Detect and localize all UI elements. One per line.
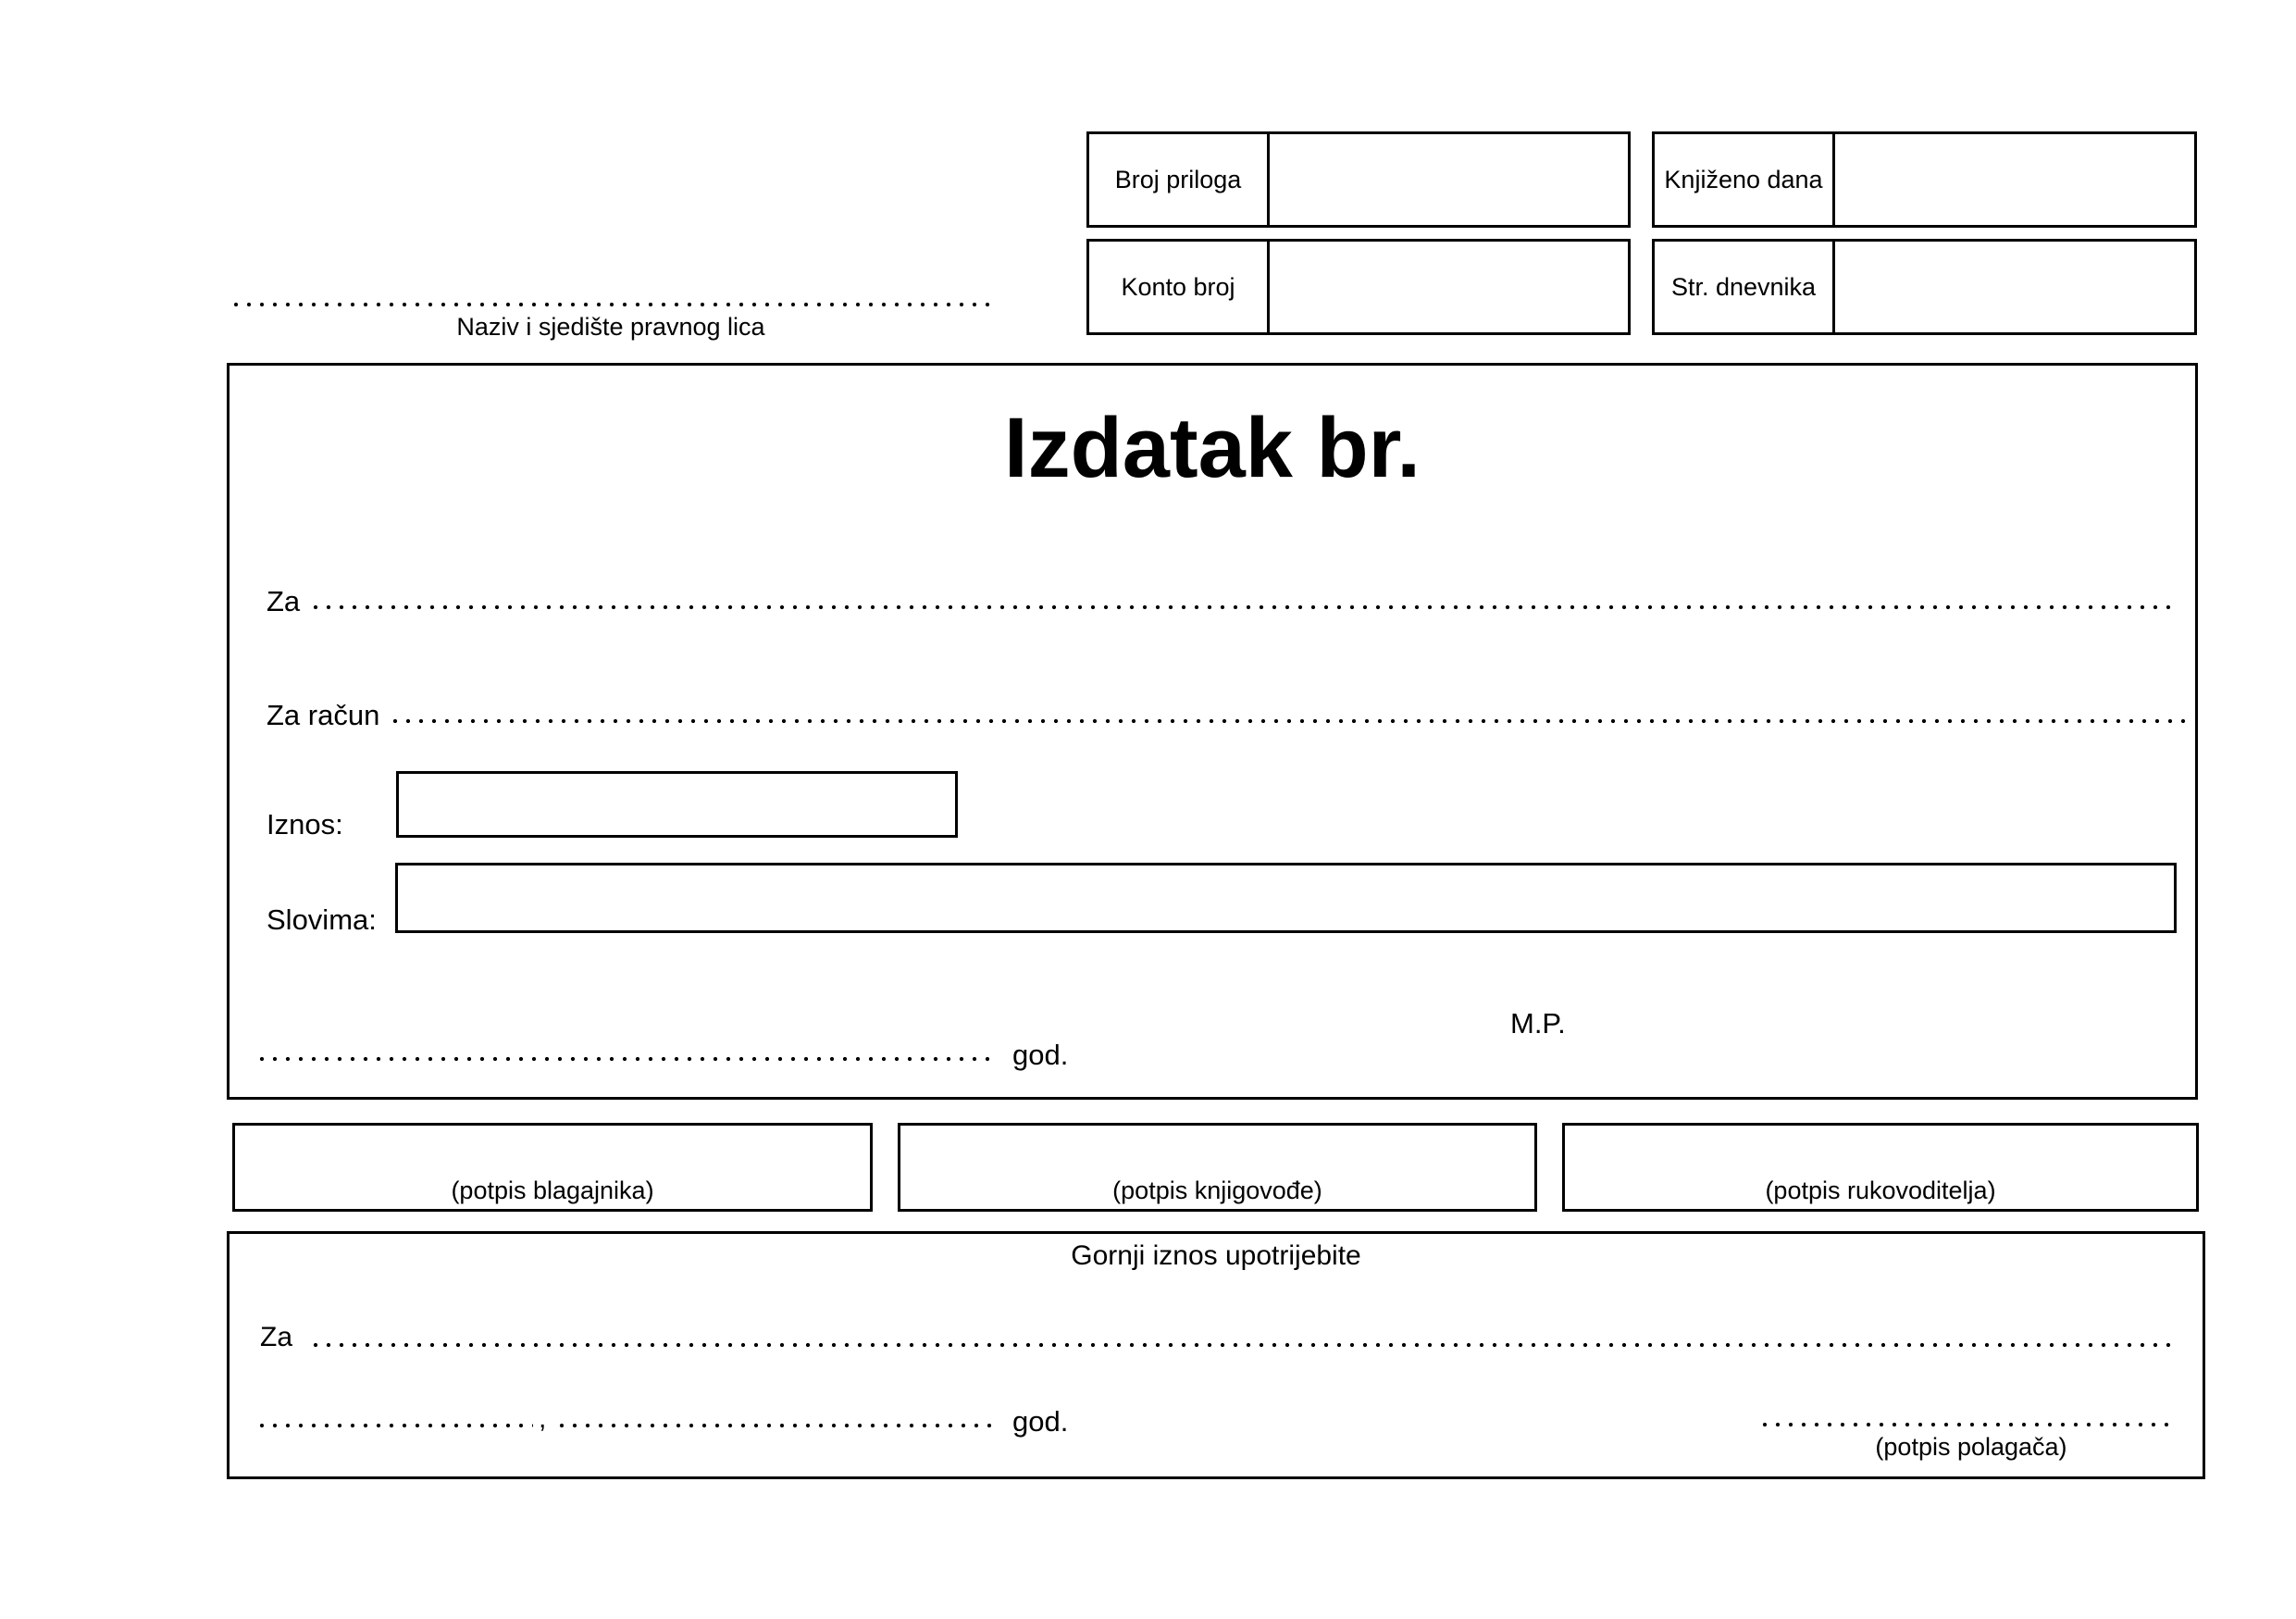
bottom-place-line[interactable] [255,1423,533,1428]
bottom-za-line[interactable] [309,1342,2177,1348]
str-dnevnika-cell [1652,239,2197,335]
polagac-signature-line[interactable] [1758,1422,2177,1427]
broj-priloga-field[interactable] [1270,134,1628,225]
za-racun-line[interactable] [389,718,2186,724]
bottom-date-line[interactable] [555,1423,999,1428]
signature-rukovoditelj-box[interactable] [1562,1123,2199,1212]
bottom-comma: , [539,1403,547,1434]
str-dnevnika-label: Str. dnevnika [1655,242,1835,332]
bottom-za-label: Za [260,1322,293,1352]
company-name-line[interactable] [230,302,992,307]
signature-rukovoditelj-caption: (potpis rukovoditelja) [1765,1177,1996,1204]
page-title: Izdatak br. [1004,401,1421,495]
signature-blagajnik-box[interactable] [232,1123,873,1212]
za-label: Za [267,585,301,617]
knjizeno-dana-field[interactable] [1835,134,2194,225]
slovima-label: Slovima: [267,903,377,936]
signature-blagajnik-caption: (potpis blagajnika) [451,1177,654,1204]
knjizeno-dana-label: Knjiženo dana [1655,134,1835,225]
signature-knjigovodja-caption: (potpis knjigovođe) [1112,1177,1322,1204]
str-dnevnika-field[interactable] [1835,242,2194,332]
broj-priloga-label: Broj priloga [1089,134,1270,225]
god-label: god. [1012,1039,1069,1071]
konto-broj-label: Konto broj [1089,242,1270,332]
konto-broj-cell [1086,239,1631,335]
broj-priloga-cell [1086,131,1631,228]
slovima-field[interactable] [395,863,2177,933]
za-racun-label: Za račun [267,699,380,731]
bottom-god-label: god. [1012,1405,1069,1438]
company-caption: Naziv i sjedište pravnog lica [456,313,765,341]
mp-label: M.P. [1510,1007,1566,1040]
za-line[interactable] [309,604,2177,610]
bottom-heading: Gornji iznos upotrijebite [1071,1240,1361,1271]
polagac-caption: (potpis polagača) [1875,1433,2067,1461]
iznos-label: Iznos: [267,808,343,841]
iznos-field[interactable] [396,771,958,838]
signature-knjigovodja-box[interactable] [898,1123,1537,1212]
date-line[interactable] [255,1056,998,1062]
konto-broj-field[interactable] [1270,242,1628,332]
knjizeno-dana-cell [1652,131,2197,228]
